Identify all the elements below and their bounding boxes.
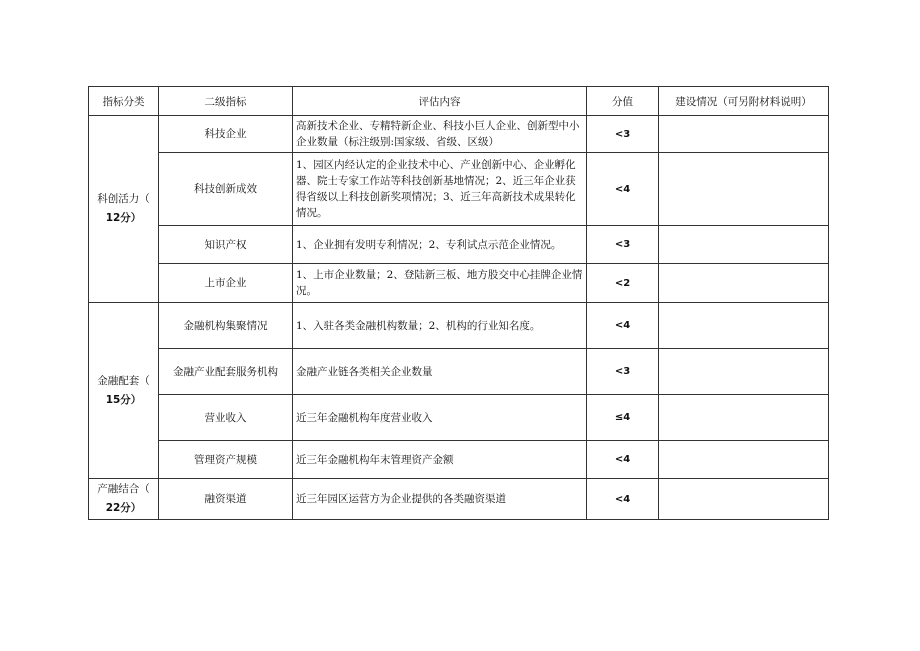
status-cell[interactable] (659, 441, 829, 479)
content-cell: 近三年金融机构年末管理资产金额 (293, 441, 587, 479)
table-row (89, 479, 829, 520)
score-cell: ≤4 (587, 395, 659, 441)
category-cell (89, 479, 159, 520)
table-row (89, 116, 829, 153)
content-cell: 金融产业链各类相关企业数量 (293, 349, 587, 395)
score-cell: <2 (587, 264, 659, 303)
table-row (89, 303, 829, 349)
score-cell: <4 (587, 479, 659, 520)
sub-indicator: 管理资产规模 (159, 441, 293, 479)
status-cell[interactable] (659, 479, 829, 520)
table-row (89, 441, 829, 479)
sub-indicator: 融资渠道 (159, 479, 293, 520)
score-cell: <3 (587, 226, 659, 264)
status-cell[interactable] (659, 349, 829, 395)
status-cell[interactable] (659, 153, 829, 226)
sub-indicator: 营业收入 (159, 395, 293, 441)
sub-indicator: 金融机构集聚情况 (159, 303, 293, 349)
sub-indicator: 知识产权 (159, 226, 293, 264)
content-cell: 1、入驻各类金融机构数量；2、机构的行业知名度。 (293, 303, 587, 349)
content-cell: 近三年金融机构年度营业收入 (293, 395, 587, 441)
status-cell[interactable] (659, 303, 829, 349)
header-content: 评估内容 (293, 87, 587, 116)
sub-indicator: 科技创新成效 (159, 153, 293, 226)
table-row (89, 264, 829, 303)
score-cell: <3 (587, 116, 659, 153)
score-cell: <4 (587, 441, 659, 479)
sub-indicator: 上市企业 (159, 264, 293, 303)
category-cell (89, 303, 159, 479)
table-row (89, 153, 829, 226)
table-row (89, 226, 829, 264)
sub-indicator: 科技企业 (159, 116, 293, 153)
header-row (89, 87, 829, 116)
category-points: 15分） (105, 393, 142, 406)
category-name: 科创活力（ (97, 193, 150, 205)
category-name: 产融结合（ (97, 483, 150, 495)
table-row (89, 349, 829, 395)
content-cell: 高新技术企业、专精特新企业、科技小巨人企业、创新型中小企业数量（标注级别:国家级、省级、区级） (293, 116, 587, 153)
sub-indicator: 金融产业配套服务机构 (159, 349, 293, 395)
score-cell: <4 (587, 153, 659, 226)
header-category: 指标分类 (89, 87, 159, 116)
table-row (89, 395, 829, 441)
content-cell: 1、园区内经认定的企业技术中心、产业创新中心、企业孵化器、院士专家工作站等科技创新基地情况；2、近三年企业获得省级以上科技创新奖项情况；3、近三年高新技术成果转化情况。 (293, 153, 587, 226)
category-points: 22分） (105, 502, 142, 514)
evaluation-table (88, 86, 829, 520)
score-cell: <3 (587, 349, 659, 395)
status-cell[interactable] (659, 116, 829, 153)
content-cell: 1、企业拥有发明专利情况；2、专利试点示范企业情况。 (293, 226, 587, 264)
status-cell[interactable] (659, 264, 829, 303)
header-sub-indicator: 二级指标 (159, 87, 293, 116)
content-cell: 近三年园区运营方为企业提供的各类融资渠道 (293, 479, 587, 520)
category-name: 金融配套（ (97, 374, 150, 387)
header-score: 分值 (587, 87, 659, 116)
status-cell[interactable] (659, 226, 829, 264)
status-cell[interactable] (659, 395, 829, 441)
category-points: 12分） (105, 212, 142, 224)
score-cell: <4 (587, 303, 659, 349)
content-cell: 1、上市企业数量；2、登陆新三板、地方股交中心挂牌企业情况。 (293, 264, 587, 303)
category-cell (89, 116, 159, 303)
header-status: 建设情况（可另附材料说明） (659, 87, 829, 116)
